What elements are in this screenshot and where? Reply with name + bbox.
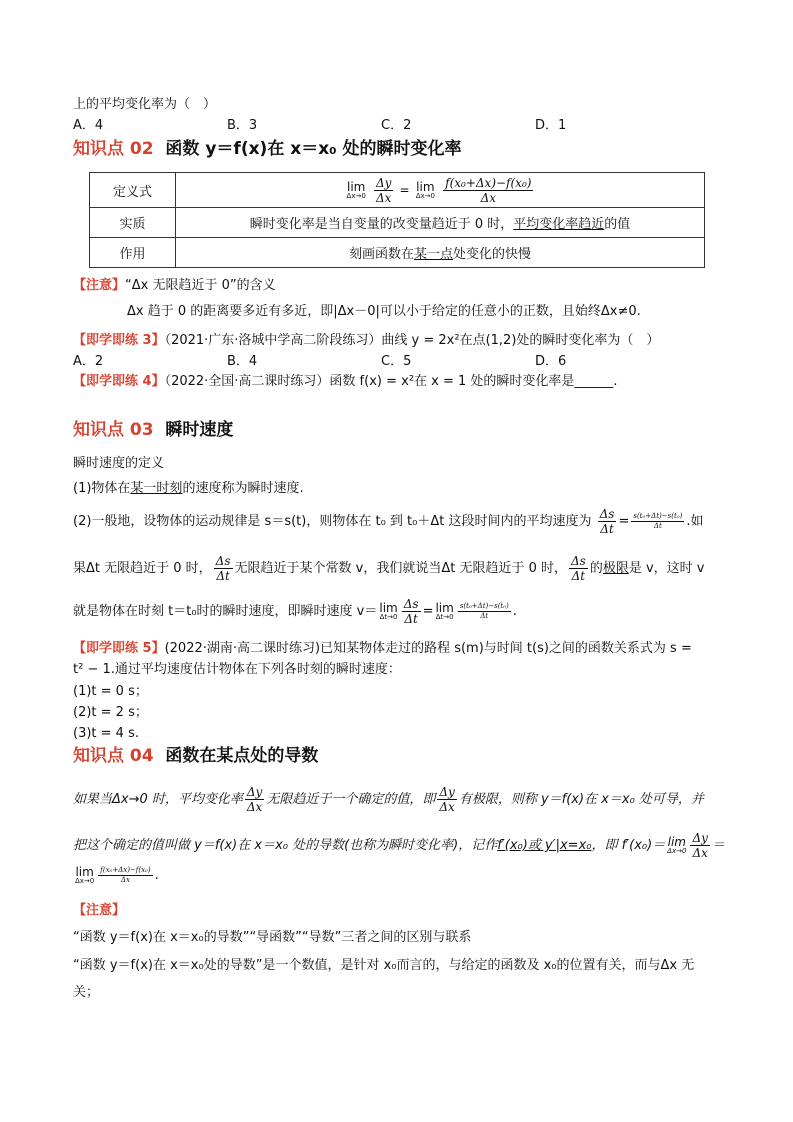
derivative-line3 xyxy=(73,866,159,885)
list-item: (3)t = 4 s. xyxy=(73,726,139,741)
fraction-small xyxy=(98,867,152,884)
numerator: f(x₀+Δx)−f(x₀) xyxy=(445,175,532,190)
limit-symbol xyxy=(379,602,397,621)
text: 是 v，这时 v xyxy=(628,561,705,576)
numerator: s(t₀+Δt)−s(t₀) xyxy=(459,602,509,610)
note-line-2: “函数 y＝f(x)在 x＝x₀处的导数”是一个数值，是针对 x₀而言的，与给定的函数及 x₀的位置有关，而与Δx 无 xyxy=(73,958,695,973)
table-row xyxy=(90,238,705,268)
lim-text: lim xyxy=(667,835,686,849)
lim-sub: Δx→0 xyxy=(75,877,95,885)
table-row xyxy=(90,173,705,208)
numerator: Δs xyxy=(403,597,419,611)
denominator: Δx xyxy=(439,800,455,814)
text: .如 xyxy=(686,514,704,529)
text: 处变化的快慢 xyxy=(453,247,532,262)
text: 就是物体在时刻 t＝t₀时的瞬时速度，即瞬时速度 v＝ xyxy=(73,604,378,619)
section-heading-kp03 xyxy=(73,419,233,441)
exercise-3-options xyxy=(73,353,723,371)
option-b: B．3 xyxy=(227,118,258,133)
exercise-text: (2022·湖南·高二课时练习)已知某物体走过的路程 s(m)与时间 t(s)之间的函数关系式为 s = xyxy=(164,641,692,656)
numerator: Δy xyxy=(692,831,708,845)
denominator: Δt xyxy=(600,522,614,536)
limit-symbol xyxy=(75,866,94,885)
table-value xyxy=(176,238,705,268)
lim-sub: Δt→0 xyxy=(379,613,398,621)
exercise-text: （2021·广东·洛城中学高二阶段练习）曲线 y = 2x²在点(1,2)处的瞬时变化率为（ ） xyxy=(164,333,660,348)
list-item: (2)t = 2 s； xyxy=(73,705,148,720)
equals-sign: = xyxy=(399,182,410,197)
denominator: Δx xyxy=(246,800,263,814)
fraction-small xyxy=(631,513,684,530)
denominator: Δx xyxy=(480,190,496,205)
table-key: 定义式 xyxy=(90,173,176,208)
section-label: 知识点 03 xyxy=(73,420,154,440)
definition-formula xyxy=(176,173,705,208)
velocity-def-title: 瞬时速度的定义 xyxy=(73,456,165,471)
denominator: Δx xyxy=(692,846,708,860)
lim-text: lim xyxy=(379,601,398,615)
lim-sub: Δx→0 xyxy=(415,191,435,200)
exercise-5 xyxy=(73,640,692,658)
note-title: “Δx 无限趋近于 0”的含义 xyxy=(125,278,276,293)
underlined-text: 某一时刻 xyxy=(130,481,183,496)
text: ，即 f′(x₀)＝ xyxy=(591,838,666,853)
option-d: D．1 xyxy=(535,118,567,133)
text: 有极限，则称 y＝f(x)在 x＝x₀ 处可导，并 xyxy=(458,792,704,807)
equals-sign: = xyxy=(618,514,630,529)
option-a: A．4 xyxy=(73,118,104,133)
denominator: Δt xyxy=(571,569,586,583)
denominator: Δt xyxy=(480,612,489,620)
note-tag-text: 【注意】 xyxy=(73,903,126,918)
text: 刻画函数在 xyxy=(348,247,414,262)
text: (1)物体在 xyxy=(73,481,131,496)
limit-symbol xyxy=(347,181,366,200)
numerator: Δs xyxy=(215,554,231,568)
numerator: Δy xyxy=(375,175,392,190)
text: ＝ xyxy=(711,838,725,853)
table-row xyxy=(90,208,705,238)
section-title: 函数 y＝f(x)在 x＝x₀ 处的瞬时变化率 xyxy=(165,139,462,159)
option-c: C．2 xyxy=(381,118,412,133)
table-value xyxy=(176,208,705,238)
note-line-1: “函数 y＝f(x)在 x＝x₀的导数”“导函数”“导数”三者之间的区别与联系 xyxy=(73,930,472,945)
table-key: 实质 xyxy=(90,208,176,238)
fraction xyxy=(374,177,393,204)
numerator: Δy xyxy=(246,785,263,799)
section-label: 知识点 02 xyxy=(73,139,154,159)
note-line-3: 关； xyxy=(73,985,100,1000)
derivative-line1 xyxy=(73,786,704,813)
fraction xyxy=(690,832,709,859)
exercise-5-line2: t² − 1.通过平均速度估计物体在下列各时刻的瞬时速度： xyxy=(73,662,401,677)
option-d: D．6 xyxy=(535,354,567,369)
question-tail: 上的平均变化率为（ ） xyxy=(73,97,217,112)
fraction xyxy=(569,555,588,582)
underlined-text: f′(x₀)或 y′|x=x₀ xyxy=(497,838,592,853)
text: 把这个确定的值叫做 y＝f(x)在 x＝x₀ 处的导数(也称为瞬时变化率)，记作 xyxy=(73,838,498,853)
fraction xyxy=(245,786,264,813)
text: 果Δt 无限趋近于 0 时， xyxy=(73,561,212,576)
fraction xyxy=(443,177,533,204)
text: . xyxy=(512,604,517,619)
table-key: 作用 xyxy=(90,238,176,268)
numerator: f(x₀+Δx)−f(x₀) xyxy=(100,866,151,874)
fraction xyxy=(214,555,233,582)
numerator: Δs xyxy=(599,507,615,521)
derivative-line2 xyxy=(73,832,725,859)
denominator: Δt xyxy=(404,612,418,626)
lim-text: lim xyxy=(75,865,94,879)
underlined-text: 平均变化率趋近 xyxy=(513,217,605,232)
exercise-tag: 【即学即练 5】 xyxy=(73,641,165,656)
question-options xyxy=(73,117,723,135)
option-a: A．2 xyxy=(73,354,104,369)
numerator: s(t₀+Δt)−s(t₀) xyxy=(633,512,683,520)
section-title: 函数在某点处的导数 xyxy=(165,746,319,766)
lim-text: lim xyxy=(435,601,454,615)
definition-table xyxy=(89,172,705,268)
limit-symbol xyxy=(667,836,686,855)
lim-sub: Δt→0 xyxy=(435,613,454,621)
velocity-p3 xyxy=(73,555,705,582)
section-title: 瞬时速度 xyxy=(165,420,234,440)
fraction-small xyxy=(458,603,511,620)
exercise-tag: 【即学即练 3】 xyxy=(73,333,165,348)
velocity-p1 xyxy=(73,480,304,498)
text: 如果当Δx→0 时，平均变化率 xyxy=(73,792,243,807)
text: 的值 xyxy=(604,217,631,232)
numerator: Δy xyxy=(439,785,455,799)
lim-text: lim xyxy=(346,179,366,194)
fraction xyxy=(598,508,617,535)
text: (2)一般地，设物体的运动规律是 s＝s(t)，则物体在 t₀ 到 t₀＋Δt 这段时间内的平均速度为 xyxy=(73,514,592,529)
note-body: Δx 趋于 0 的距离要多近有多近，即|Δx－0|可以小于给定的任意小的正数，且始终Δx≠0. xyxy=(127,304,641,319)
note-tag: 【注意】 xyxy=(73,278,126,293)
list-item: (1)t = 0 s； xyxy=(73,684,148,699)
numerator: Δs xyxy=(570,554,586,568)
fraction xyxy=(437,786,456,813)
denominator: Δx xyxy=(375,190,392,205)
text: 无限趋近于一个确定的值，即 xyxy=(266,792,436,807)
denominator: Δt xyxy=(653,522,662,530)
section-heading-kp04 xyxy=(73,745,318,767)
section-heading-kp02 xyxy=(73,138,462,160)
note-line xyxy=(73,277,276,295)
exercise-text: （2022·全国·高二课时练习）函数 f(x) = x²在 x = 1 处的瞬时变化率是______. xyxy=(164,374,618,389)
limit-symbol xyxy=(416,181,435,200)
limit-symbol xyxy=(435,602,453,621)
section-label: 知识点 04 xyxy=(73,746,154,766)
velocity-p4: 就是物体在时刻 t＝t₀时的瞬时速度，即瞬时速度 v＝ lim Δt→0 $\frac{\Delta s}{\Delta t}$ = lim Δt→0 $\frac{\text{s(t₀+Δt)−s(t₀)}}{\Delta t}$ . xyxy=(73,597,517,626)
note-tag xyxy=(73,902,125,920)
denominator: Δx xyxy=(120,876,130,884)
text: 的速度称为瞬时速度. xyxy=(182,481,304,496)
text: 的 xyxy=(589,561,603,576)
denominator: Δt xyxy=(216,569,230,583)
exercise-tag: 【即学即练 4】 xyxy=(73,374,165,389)
fraction xyxy=(402,598,421,625)
exercise-3 xyxy=(73,332,659,350)
underlined-text: 极限 xyxy=(602,561,629,576)
text: . xyxy=(154,868,159,883)
text: 瞬时变化率是当自变量的改变量趋近于 0 时， xyxy=(249,217,514,232)
lim-sub: Δx→0 xyxy=(667,847,687,855)
velocity-p2 xyxy=(73,508,703,535)
text: 无限趋近于某个常数 v，我们就说当Δt 无限趋近于 0 时， xyxy=(234,561,567,576)
lim-sub: Δx→0 xyxy=(346,191,366,200)
lim-text: lim xyxy=(416,179,435,194)
option-b: B．4 xyxy=(227,354,258,369)
underlined-text: 某一点 xyxy=(413,247,453,262)
exercise-4 xyxy=(73,373,618,391)
option-c: C．5 xyxy=(381,354,412,369)
